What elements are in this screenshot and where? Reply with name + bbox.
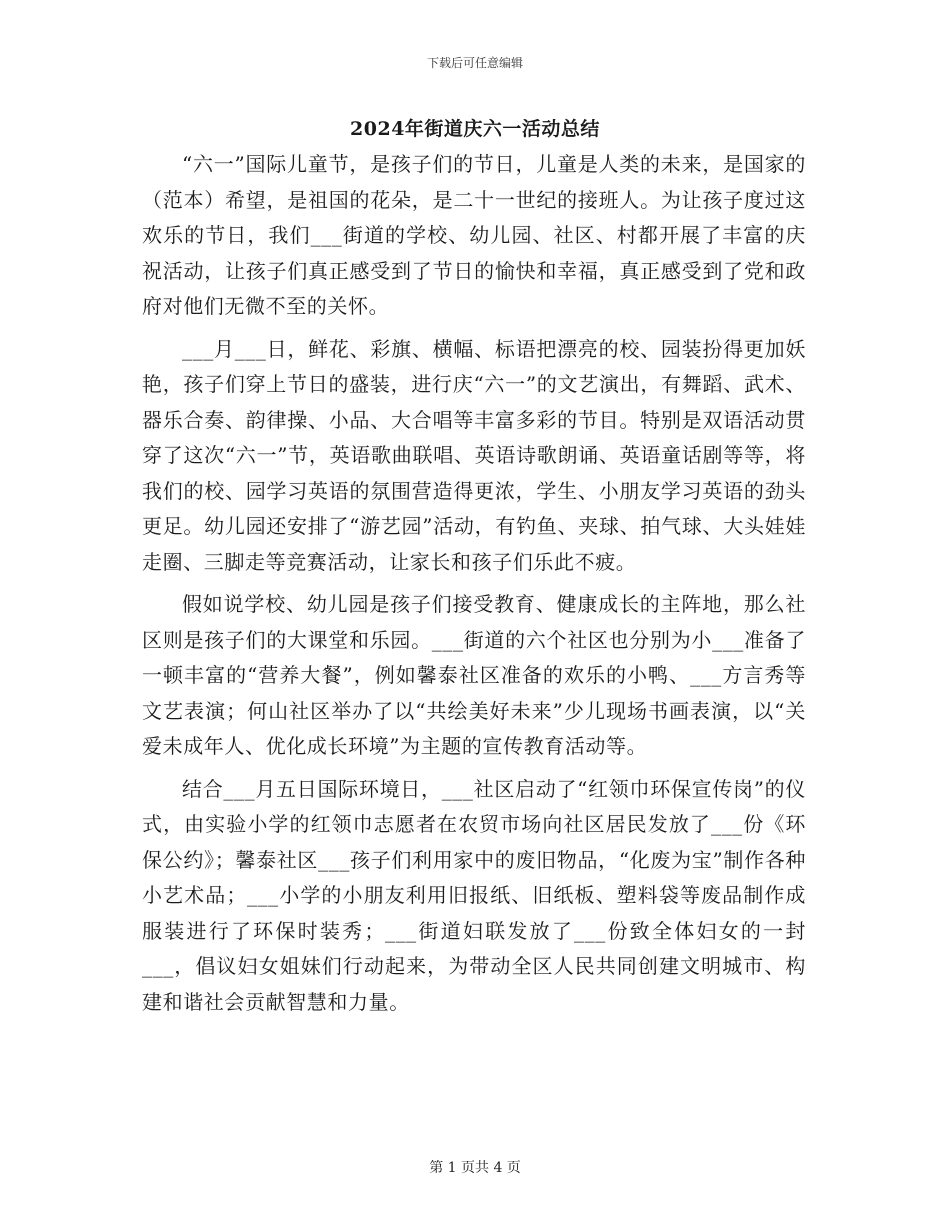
header-note: 下载后可任意编辑	[426, 56, 523, 70]
paragraph: “六一”国际儿童节，是孩子们的节日，儿童是人类的未来，是国家的（范本）希望，是祖国的花朵，是二十一世纪的接班人。为让孩子度过这欢乐的节日，我们___街道的学校、幼儿园、社区、村都开展了丰富的庆祝活动，让孩子们真正感受到了节日的愉快和幸福，真正感受到了党和政府对他们无微不至的关怀。	[142, 152, 806, 318]
paragraph: 假如说学校、幼儿园是孩子们接受教育、健康成长的主阵地，那么社区则是孩子们的大课堂和乐园。___街道的六个社区也分别为小___准备了一顿丰富的“营养大餐”，例如馨泰社区准备的欢乐的小鸭、___方言秀等文艺表演；何山社区举办了以“共绘美好未来”少儿现场书画表演，以“关爱未成年人、优化成长环境”为主题的宣传教育活动等。	[142, 592, 806, 758]
paragraph: 结合___月五日国际环境日，___社区启动了“红领巾环保宣传岗”的仪式，由实验小学的红领巾志愿者在农贸市场向社区居民发放了___份《环保公约》；馨泰社区___孩子们利用家中的废旧物品，“化废为宝”制作各种小艺术品；___小学的小朋友利用旧报纸、旧纸板、塑料袋等废品制作成服装进行了环保时装秀；___街道妇联发放了___份致全体妇女的一封___，倡议妇女姐妹们行动起来，为带动全区人民共同创建文明城市、构建和谐社会贡献智慧和力量。	[142, 776, 806, 1014]
page-footer: 第 1 页共 4 页	[429, 1160, 521, 1176]
paragraph: ___月___日，鲜花、彩旗、横幅、标语把漂亮的校、园装扮得更加妖艳，孩子们穿上节日的盛装，进行庆“六一”的文艺演出，有舞蹈、武术、器乐合奏、韵律操、小品、大合唱等丰富多彩的节目。特别是双语活动贯穿了这次“六一”节，英语歌曲联唱、英语诗歌朗诵、英语童话剧等等，将我们的校、园学习英语的氛围营造得更浓，学生、小朋友学习英语的劲头更足。幼儿园还安排了“游艺园”活动，有钓鱼、夹球、拍气球、大头娃娃走圈、三脚走等竞赛活动，让家长和孩子们乐此不疲。	[142, 336, 806, 574]
document-body	[142, 147, 806, 1027]
document-title: 2024年街道庆六一活动总结	[350, 118, 600, 140]
